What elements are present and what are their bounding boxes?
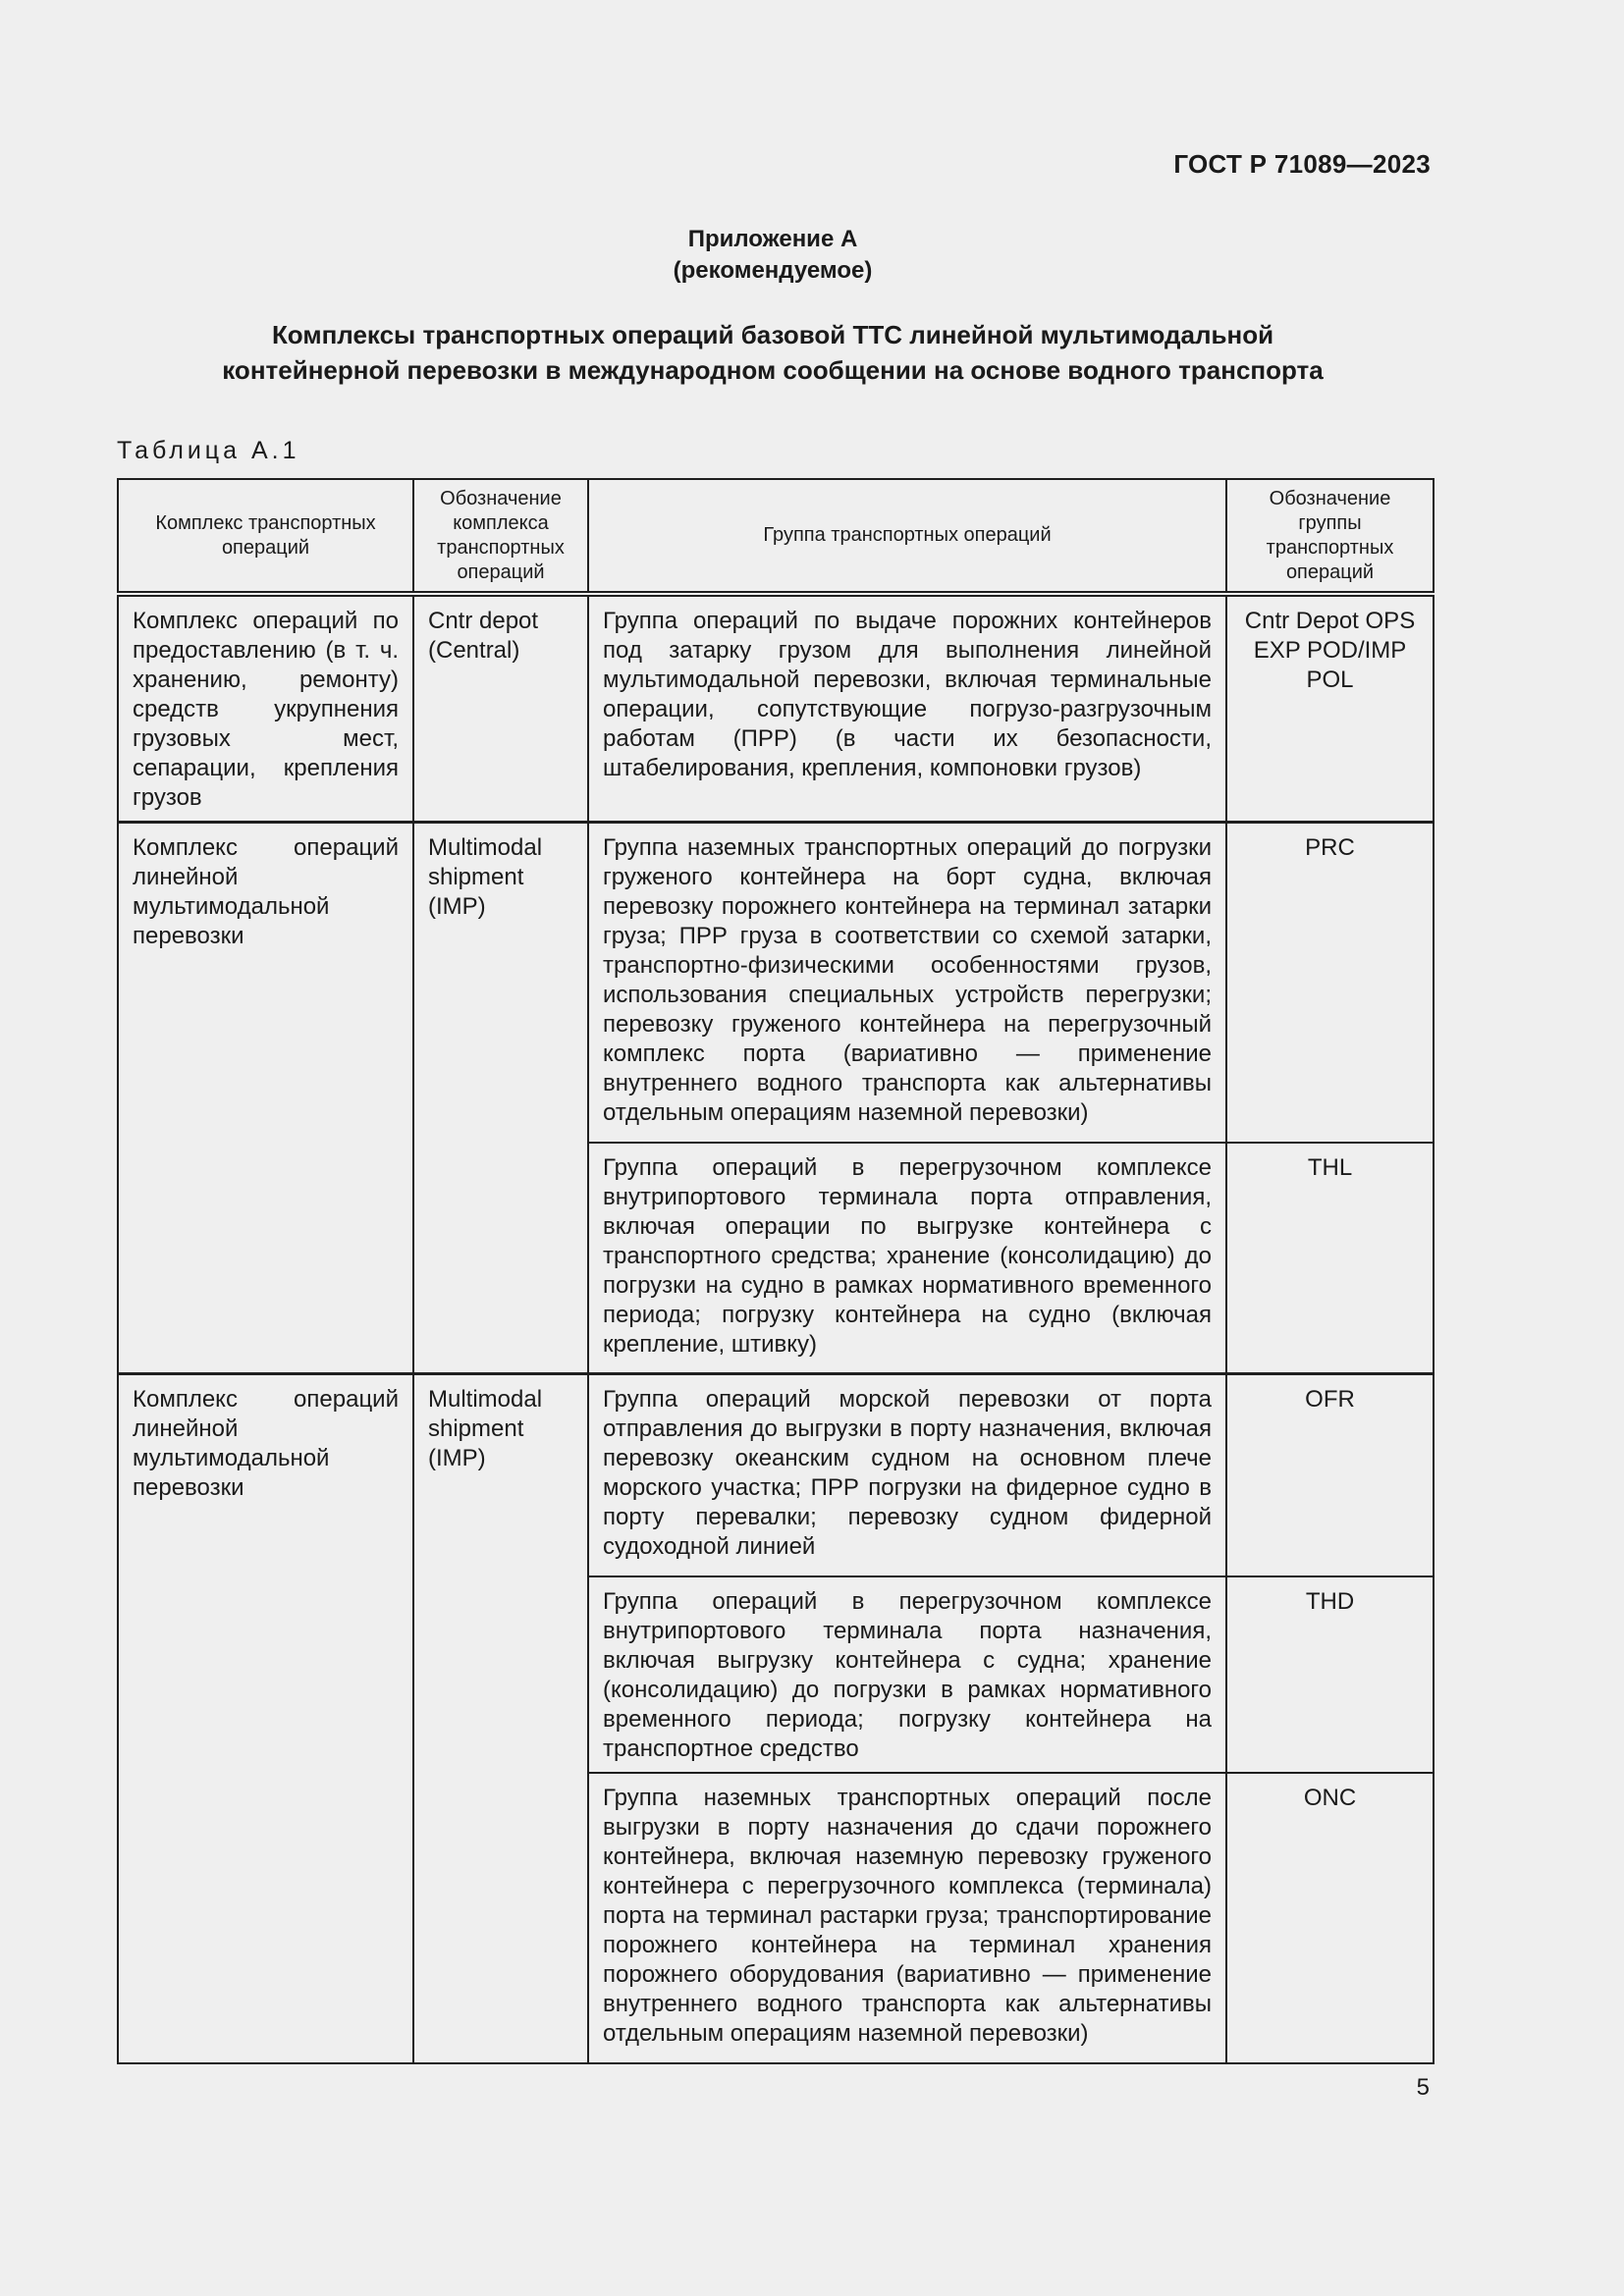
complex-name: Комплекс операций линейной мультимодальной перевозки — [118, 1374, 413, 2063]
group-code: THL — [1226, 1143, 1434, 1374]
group-text: Группа операций в перегрузочном комплексе внутрипортового терминала порта отправления, включая операции по выгрузке контейнера с транспортного средства; хранение (консолидацию) до погрузки на судно в рамках нормативного временного периода; погрузку контейнера на судно (включая крепление, штивку) — [588, 1143, 1226, 1374]
group-code: OFR — [1226, 1374, 1434, 1576]
complex-code: Multimodal shipment (IMP) — [413, 1374, 588, 2063]
group-text: Группа наземных транспортных операций после выгрузки в порту назначения до сдачи порожнего контейнера, включая наземную перевозку груженого контейнера с перегрузочного комплекса (терминала) порта на терминал растарки груза; транспортирование порожнего контейнера на терминал хранения порожнего оборудования (вариативно — применение внутреннего водного транспорта как альтернативы отдельным операциям наземной перевозки) — [588, 1773, 1226, 2063]
annex-heading — [147, 317, 1398, 388]
annex-heading-line2: контейнерной перевозки в международном сообщении на основе водного транспорта — [222, 355, 1324, 385]
group-code: Cntr Depot OPS EXP POD/IMP POL — [1226, 594, 1434, 823]
group-code: THD — [1226, 1576, 1434, 1773]
standard-code: ГОСТ Р 71089—2023 — [1173, 149, 1431, 179]
annex-heading-line1: Комплексы транспортных операций базовой ТТС линейной мультимодальной — [271, 320, 1274, 349]
group-text: Группа операций морской перевозки от порта отправления до выгрузки в порту назначения, включая перевозку океанским судном на основном плече морского участка; ПРР погрузки на фидерное судно в порту перевалки; перевозку судном фидерной судоходной линией — [588, 1374, 1226, 1576]
header-group: Группа транспортных операций — [588, 479, 1226, 594]
group-text: Группа операций в перегрузочном комплексе внутрипортового терминала порта назначения, включая выгрузку контейнера с судна; хранение (консолидацию) до погрузки в рамках нормативного временного периода; погрузку контейнера на транспортное средство — [588, 1576, 1226, 1773]
table-row — [118, 594, 1434, 823]
complex-code: Cntr depot (Central) — [413, 594, 588, 823]
table-row — [118, 1374, 1434, 1576]
table-header-row — [118, 479, 1434, 594]
group-code: PRC — [1226, 823, 1434, 1143]
header-group-code: Обозначение группы транспортных операций — [1226, 479, 1434, 594]
annex-title: Приложение А — [687, 226, 858, 252]
header-complex: Комплекс транспортных операций — [118, 479, 413, 594]
complex-code: Multimodal shipment (IMP) — [413, 823, 588, 1374]
group-text: Группа наземных транспортных операций до погрузки груженого контейнера на борт судна, включая перевозку порожнего контейнера на терминал затарки груза; ПРР груза в соответствии со схемой затарки, транспортно-физическими особенностями грузов, использования специальных устройств перегрузки; перевозку груженого контейнера на перегрузочный комплекс порта (вариативно — применение внутреннего водного транспорта как альтернативы отдельным операциям наземной перевозки) — [588, 823, 1226, 1143]
table-label: Таблица А.1 — [117, 437, 300, 464]
annex-subtitle: (рекомендуемое) — [673, 257, 873, 284]
operations-table — [117, 478, 1435, 2064]
group-code: ONC — [1226, 1773, 1434, 2063]
complex-name: Комплекс операций линейной мультимодальной перевозки — [118, 823, 413, 1374]
table-row — [118, 823, 1434, 1143]
header-complex-code: Обозначение комплекса транспортных операций — [413, 479, 588, 594]
group-text: Группа операций по выдаче порожних контейнеров под затарку грузом для выполнения линейной мультимодальной перевозки, включая терминальные операции, сопутствующие погрузо-разгрузочным работам (ПРР) (в части их безопасности, штабелирования, крепления, компоновки грузов) — [588, 594, 1226, 823]
complex-name: Комплекс операций по предоставлению (в т. ч. хранению, ремонту) средств укрупнения грузовых мест, сепарации, крепления грузов — [118, 594, 413, 823]
page-number: 5 — [1416, 2074, 1430, 2101]
